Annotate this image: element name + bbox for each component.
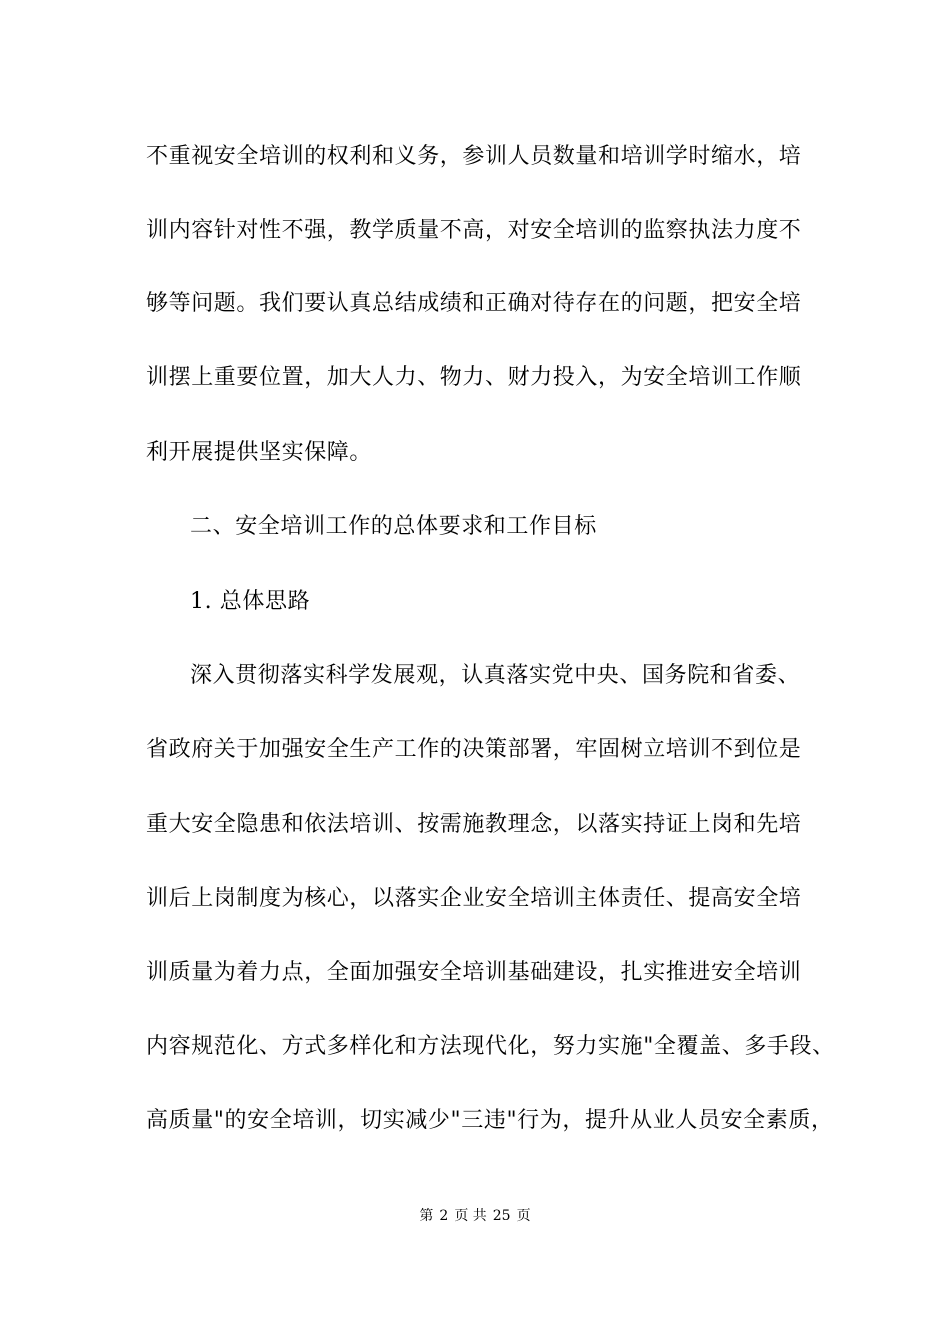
body-text-line: 深入贯彻落实科学发展观，认真落实党中央、国务院和省委、 <box>190 663 801 688</box>
body-text-line: 利开展提供坚实保障。 <box>146 440 373 465</box>
footer-suffix: 页 <box>516 1208 531 1224</box>
section-heading: 二、安全培训工作的总体要求和工作目标 <box>190 514 597 539</box>
footer-page-number: 2 <box>439 1208 449 1224</box>
footer-total-pages: 25 <box>492 1208 511 1224</box>
body-text-line: 不重视安全培训的权利和义务，参训人员数量和培训学时缩水，培 <box>146 144 802 169</box>
body-text-line: 训质量为着力点，全面加强安全培训基础建设，扎实推进安全培训 <box>146 960 802 985</box>
body-text-line: 重大安全隐患和依法培训、按需施教理念，以落实持证上岗和先培 <box>146 812 802 837</box>
subsection-heading: 1. 总体思路 <box>190 589 311 614</box>
body-text-line: 训后上岗制度为核心，以落实企业安全培训主体责任、提高安全培 <box>146 886 802 911</box>
body-text-line: 高质量"的安全培训，切实减少"三违"行为，提升从业人员安全素质， <box>146 1108 834 1133</box>
body-text-line: 训摆上重要位置，加大人力、物力、财力投入，为安全培训工作顺 <box>146 365 802 390</box>
body-text-line: 够等问题。我们要认真总结成绩和正确对待存在的问题，把安全培 <box>146 291 802 316</box>
page-number-footer <box>0 1207 950 1225</box>
body-text-line: 省政府关于加强安全生产工作的决策部署，牢固树立培训不到位是 <box>146 737 802 762</box>
body-text-line: 训内容针对性不强，教学质量不高，对安全培训的监察执法力度不 <box>146 218 802 243</box>
footer-prefix: 第 <box>419 1208 434 1224</box>
footer-middle: 页 共 <box>454 1208 487 1224</box>
body-text-line: 内容规范化、方式多样化和方法现代化，努力实施"全覆盖、多手段、 <box>146 1034 835 1059</box>
